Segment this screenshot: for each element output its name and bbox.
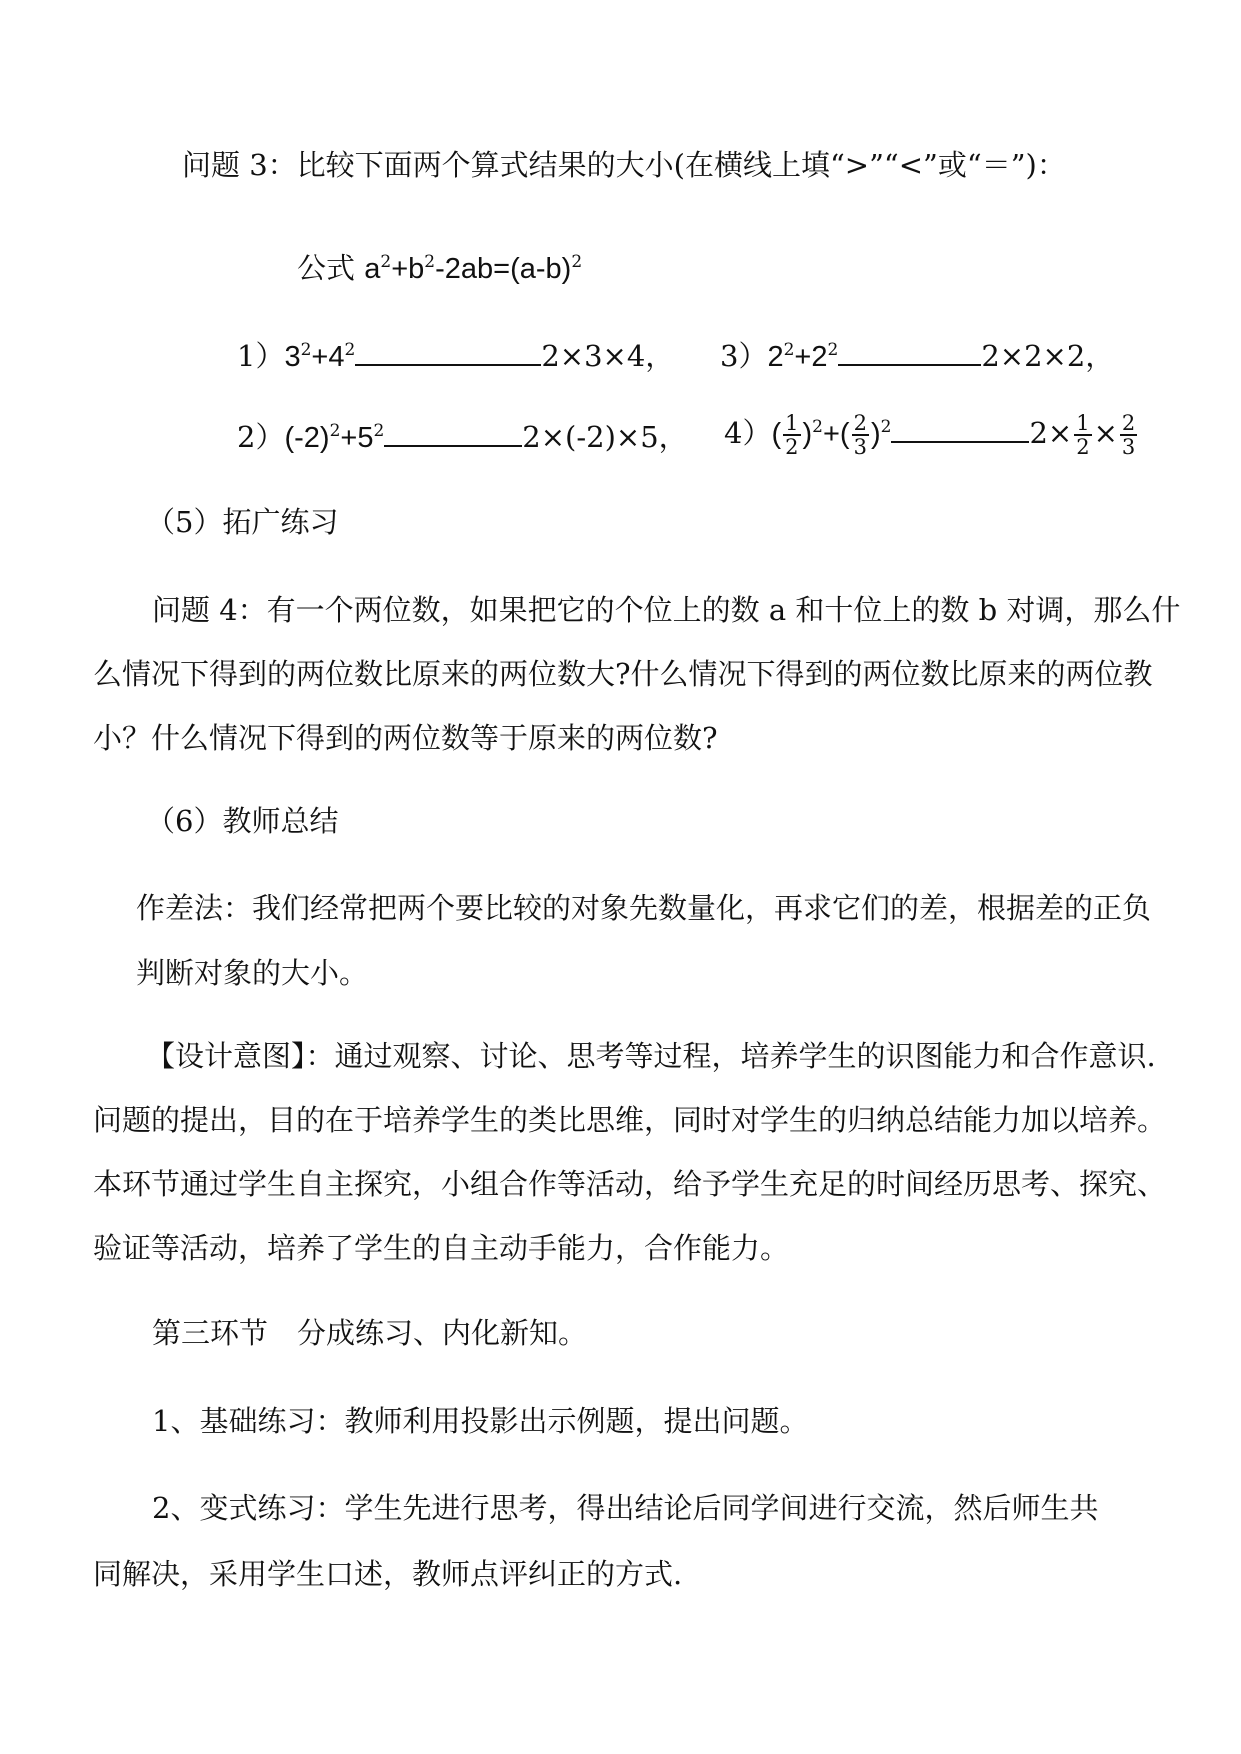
item-2-exp-b: 2 — [373, 421, 385, 441]
formula-exp-1: 2 — [380, 252, 392, 272]
item-4-close-1: ) — [802, 418, 813, 450]
fraction-denominator: 2 — [1076, 435, 1090, 459]
item-2-a: (-2) — [284, 422, 330, 454]
item-4-exp-1: 2 — [812, 417, 823, 437]
fraction-denominator: 2 — [785, 435, 799, 459]
item-2-number: 2） — [237, 420, 285, 454]
design-intent-line-2: 问题的提出，目的在于培养学生的类比思维，同时对学生的归纳总结能力加以培养。 — [93, 1103, 1167, 1137]
section-6-heading: （6）教师总结 — [146, 804, 339, 838]
fraction-numerator: 2 — [1121, 411, 1136, 435]
item-4-times: × — [1093, 416, 1118, 450]
item-4-plus-open: +( — [823, 418, 850, 450]
item-4-exp-2: 2 — [880, 417, 892, 437]
item-4-open: ( — [771, 418, 782, 450]
summary-line-1: 作差法：我们经常把两个要比较的对象先数量化，再求它们的差，根据差的正负 — [136, 891, 1152, 925]
item-1-rhs: 2×3×4， — [541, 339, 675, 373]
formula-label: 公式 — [297, 251, 365, 285]
fraction-denominator: 3 — [1121, 435, 1136, 459]
question-4-line-3: 小？什么情况下得到的两位数等于原来的两位数? — [93, 721, 718, 755]
answer-blank-4[interactable] — [891, 415, 1029, 443]
formula-exp-2: 2 — [424, 252, 436, 272]
formula — [297, 250, 582, 287]
summary-line-2: 判断对象的大小。 — [136, 956, 369, 990]
answer-blank-2[interactable] — [384, 419, 522, 447]
variant-practice-line-2: 同解决，采用学生口述，教师点评纠正的方式. — [93, 1557, 683, 1591]
formula-plus-b: +b — [391, 253, 425, 285]
design-intent-line-1: 【设计意图】：通过观察、讨论、思考等过程，培养学生的识图能力和合作意识. — [146, 1039, 1156, 1073]
item-1-b: +4 — [311, 341, 345, 373]
section-5-heading: （5）拓广练习 — [146, 505, 339, 539]
question-4-line-1: 问题 4：有一个两位数，如果把它的个位上的数 a 和十位上的数 b 对调，那么什 — [152, 593, 1181, 627]
item-4-number: 4） — [724, 416, 772, 450]
item-2-rhs: 2×(-2)×5， — [522, 420, 688, 454]
item-1-number: 1） — [237, 339, 285, 373]
item-4-rhs-prefix: 2× — [1029, 416, 1073, 450]
design-intent-line-4: 验证等活动，培养了学生的自主动手能力，合作能力。 — [93, 1231, 790, 1265]
formula-tail: -2ab=(a-b) — [435, 253, 572, 285]
fraction-one-half — [783, 412, 800, 458]
design-intent-line-3: 本环节通过学生自主探究，小组合作等活动，给予学生充足的时间经历思考、探究、 — [93, 1167, 1167, 1201]
item-3 — [720, 338, 1114, 375]
fraction-denominator: 3 — [853, 435, 867, 459]
item-4 — [724, 412, 1139, 458]
item-3-a: 2 — [767, 341, 784, 373]
fraction-numerator: 2 — [853, 411, 867, 435]
item-3-b: +2 — [794, 341, 828, 373]
item-3-number: 3） — [720, 339, 768, 373]
item-3-exp-a: 2 — [783, 340, 795, 360]
fraction-numerator: 1 — [785, 411, 799, 435]
basic-practice: 1、基础练习：教师利用投影出示例题，提出问题。 — [152, 1404, 809, 1438]
item-3-exp-b: 2 — [827, 340, 839, 360]
answer-blank-3[interactable] — [838, 338, 981, 366]
question-3-title: 问题 3：比较下面两个算式结果的大小(在横线上填“>”“<”或“＝”)： — [182, 148, 1066, 182]
fraction-two-thirds-rhs — [1120, 412, 1137, 458]
fraction-one-half-rhs — [1074, 412, 1091, 458]
item-1-exp-b: 2 — [344, 340, 356, 360]
item-1 — [237, 338, 674, 375]
question-4-line-2: 么情况下得到的两位数比原来的两位数大?什么情况下得到的两位数比原来的两位教 — [93, 657, 1153, 691]
item-2 — [237, 419, 688, 456]
answer-blank-1[interactable] — [355, 338, 541, 366]
stage-3-heading: 第三环节 分成练习、内化新知。 — [152, 1316, 588, 1350]
formula-a: a — [364, 253, 381, 285]
variant-practice-line-1: 2、变式练习：学生先进行思考，得出结论后同学间进行交流，然后师生共 — [152, 1491, 1099, 1525]
fraction-numerator: 1 — [1076, 411, 1090, 435]
item-2-exp-a: 2 — [329, 421, 341, 441]
item-1-exp-a: 2 — [300, 340, 312, 360]
item-1-a: 3 — [284, 341, 301, 373]
fraction-two-thirds — [852, 412, 869, 458]
item-4-close-2: ) — [870, 418, 881, 450]
item-2-b: +5 — [340, 422, 374, 454]
formula-exp-3: 2 — [571, 252, 583, 272]
item-3-rhs: 2×2×2， — [981, 339, 1115, 373]
